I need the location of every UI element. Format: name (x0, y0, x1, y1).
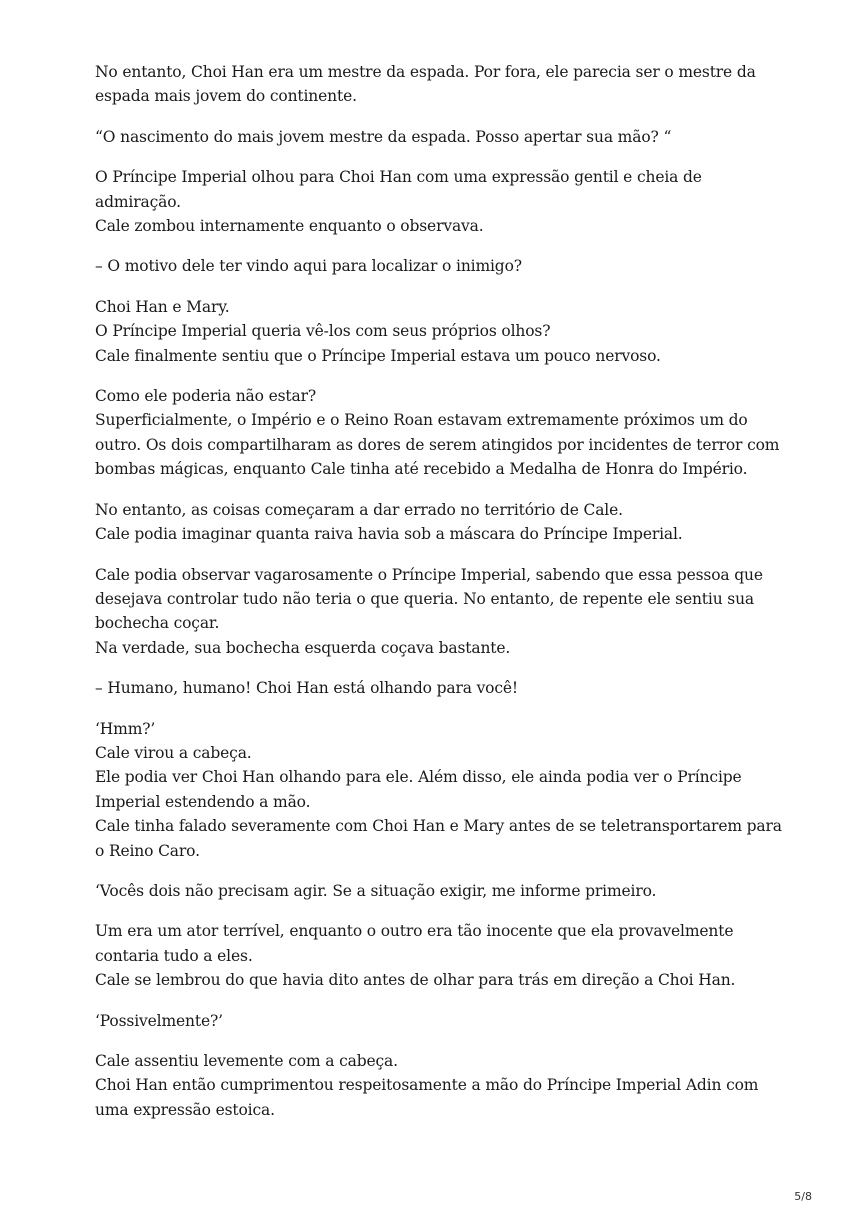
text-line: No entanto, Choi Han era um mestre da espada. Por fora, ele parecia ser o mestre da (95, 63, 756, 81)
text-line: Imperial estendendo a mão. (95, 792, 311, 811)
text-line: ‘Possivelmente?’ (95, 1011, 223, 1030)
paragraph (95, 1009, 785, 1033)
text-line: Como ele poderia não estar? (95, 387, 317, 406)
text-line: Superficialmente, o Império e o Reino Roan estavam extremamente próximos um do (95, 411, 748, 430)
paragraph (95, 879, 785, 903)
text-line: Cale podia imaginar quanta raiva havia sob a máscara do Príncipe Imperial. (95, 525, 683, 544)
text-line: Cale tinha falado severamente com Choi Han e Mary antes de se teletransportarem para (95, 817, 782, 836)
text-line: contaria tudo a eles. (95, 946, 253, 965)
page-number: 5/8 (794, 1190, 812, 1203)
text-line: Cale assentiu levemente com a cabeça. (95, 1052, 398, 1070)
text-line: O Príncipe Imperial queria vê-los com seus próprios olhos? (95, 322, 551, 341)
text-line: espada mais jovem do continente. (95, 87, 357, 106)
text-line: Cale se lembrou do que havia dito antes de olhar para trás em direção a Choi Han. (95, 971, 736, 990)
text-line: Choi Han então cumprimentou respeitosamente a mão do Príncipe Imperial Adin com (95, 1076, 759, 1095)
text-line: admiração. (95, 192, 181, 211)
text-line: ‘Hmm?’ (95, 719, 156, 738)
text-line: desejava controlar tudo não teria o que queria. No entanto, de repente ele sentiu sua (95, 589, 755, 608)
text-line: Cale zombou internamente enquanto o observava. (95, 217, 484, 236)
paragraph (95, 498, 785, 547)
text-line: ‘Vocês dois não precisam agir. Se a situação exigir, me informe primeiro. (95, 881, 657, 900)
text-line: Cale podia observar vagarosamente o Príncipe Imperial, sabendo que essa pessoa que (95, 565, 763, 584)
paragraph (95, 717, 785, 863)
text-line: Cale finalmente sentiu que o Príncipe Imperial estava um pouco nervoso. (95, 346, 661, 365)
text-line: bombas mágicas, enquanto Cale tinha até recebido a Medalha de Honra do Império. (95, 460, 748, 479)
paragraph (95, 1049, 785, 1122)
text-line: Na verdade, sua bochecha esquerda coçava bastante. (95, 638, 511, 657)
paragraph (95, 676, 785, 700)
document-body (95, 60, 785, 1138)
text-line: “O nascimento do mais jovem mestre da espada. Posso apertar sua mão? “ (95, 127, 672, 146)
text-line: – O motivo dele ter vindo aqui para localizar o inimigo? (95, 257, 522, 276)
text-line: Um era um ator terrível, enquanto o outro era tão inocente que ela provavelmente (95, 922, 734, 941)
text-line: Choi Han e Mary. (95, 297, 230, 316)
text-line: O Príncipe Imperial olhou para Choi Han com uma expressão gentil e cheia de (95, 168, 702, 187)
text-line: Ele podia ver Choi Han olhando para ele. Além disso, ele ainda podia ver o Príncipe (95, 768, 742, 787)
paragraph (95, 125, 785, 149)
paragraph (95, 295, 785, 368)
text-line: – Humano, humano! Choi Han está olhando para você! (95, 679, 518, 698)
paragraph (95, 165, 785, 238)
paragraph (95, 384, 785, 482)
text-line: No entanto, as coisas começaram a dar errado no território de Cale. (95, 500, 623, 519)
paragraph (95, 563, 785, 661)
text-line: uma expressão estoica. (95, 1100, 275, 1119)
text-line: outro. Os dois compartilharam as dores de serem atingidos por incidentes de terror com (95, 435, 780, 454)
paragraph (95, 254, 785, 278)
text-line: Cale virou a cabeça. (95, 743, 252, 762)
text-line: bochecha coçar. (95, 614, 220, 633)
text-line: o Reino Caro. (95, 841, 200, 860)
paragraph (95, 60, 785, 109)
paragraph (95, 919, 785, 992)
